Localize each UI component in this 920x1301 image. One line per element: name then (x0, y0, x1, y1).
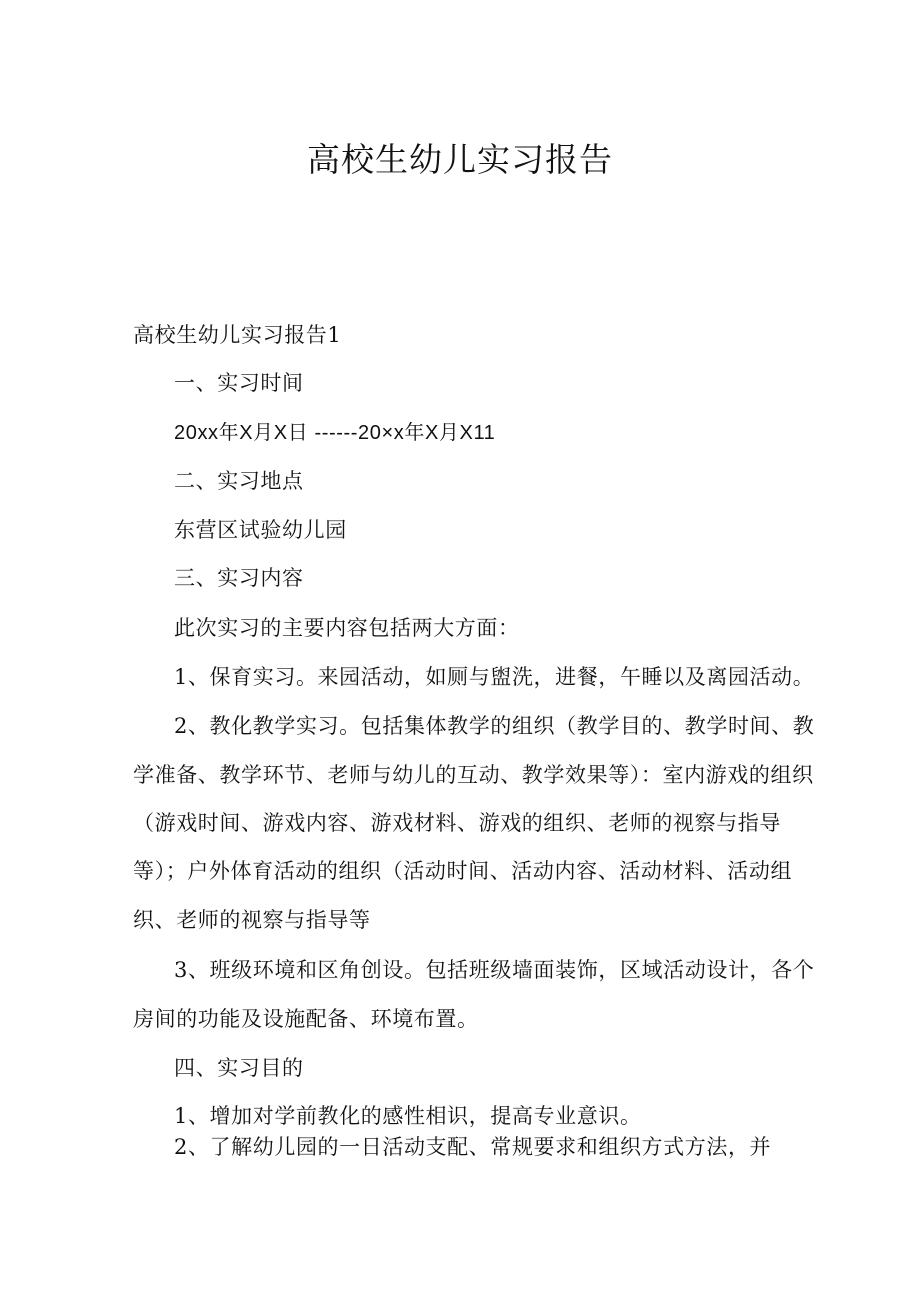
paragraph-line: 2、教化教学实习。包括集体教学的组织（教学目的、教学时间、教 (174, 714, 815, 738)
paragraph-line: 1、增加对学前教化的感性相识，提高专业意识。 (174, 1104, 642, 1128)
report-subtitle: 高校生幼儿实习报告1 (133, 323, 342, 347)
paragraph-line: 房间的功能及设施配备、环境布置。 (133, 1007, 479, 1031)
section-heading-content: 三、实习内容 (174, 566, 304, 590)
paragraph-line: （游戏时间、游戏内容、游戏材料、游戏的组织、老师的视察与指导 (133, 811, 781, 835)
paragraph-line: 3、班级环境和区角创设。包括班级墙面装饰，区域活动设计，各个 (174, 958, 815, 982)
paragraph-line: 织、老师的视察与指导等 (133, 908, 371, 932)
paragraph-line: 等）；户外体育活动的组织（活动时间、活动内容、活动材料、活动组 (133, 859, 793, 883)
paragraph-line: 2、了解幼儿园的一日活动支配、常规要求和组织方式方法，并 (174, 1135, 772, 1159)
paragraph-line: 1、保育实习。来园活动，如厕与盥洗，进餐，午睡以及离园活动。 (174, 665, 815, 689)
paragraph-line: 学准备、教学环节、老师与幼儿的互动、教学效果等）：室内游戏的组织 (133, 763, 814, 787)
internship-location: 东营区试验幼儿园 (174, 518, 347, 542)
section-heading-location: 二、实习地点 (174, 469, 304, 493)
document-title: 高校生幼儿实习报告 (307, 140, 613, 179)
internship-dates: 20xx年X月X日 ------20×x年X月X11 (174, 422, 496, 444)
section-heading-time: 一、实习时间 (174, 371, 304, 395)
section-heading-purpose: 四、实习目的 (174, 1056, 304, 1080)
paragraph-line: 此次实习的主要内容包括两大方面： (174, 616, 520, 640)
